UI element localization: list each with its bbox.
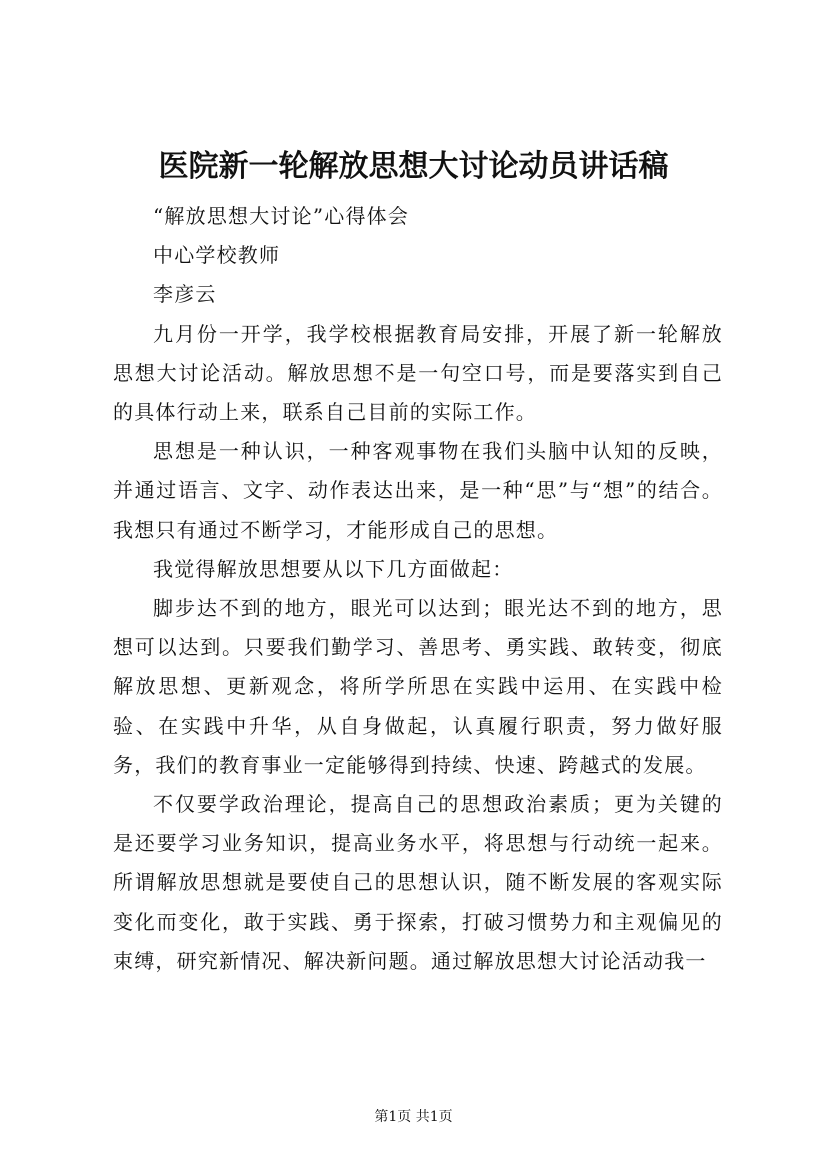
author: 李彦云 [153, 282, 217, 307]
paragraph-2: 思想是一种认识，一种客观事物在我们头脑中认知的反映，并通过语言、文字、动作表达出来，是一种“思”与“想”的结合。我想只有通过不断学习，才能形成自己的思想。 [113, 439, 723, 542]
organization: 中心学校教师 [153, 243, 281, 268]
paragraph-4: 脚步达不到的地方，眼光可以达到；眼光达不到的地方，思想可以达到。只要我们勤学习、善思考、勇实践、敢转变，彻底解放思想、更新观念，将所学所思在实践中运用、在实践中检验、在实践中升华，从自身做起，认真履行职责，努力做好服务，我们的教育事业一定能够得到持续、快速、跨越式的发展。 [113, 596, 723, 777]
subtitle: “解放思想大讨论”心得体会 [153, 204, 410, 228]
paragraph-3: 我觉得解放思想要从以下几方面做起： [153, 556, 514, 581]
document-title: 医院新一轮解放思想大讨论动员讲话稿 [158, 149, 669, 184]
page-footer: 第1页 共1页 [374, 1109, 453, 1125]
paragraph-5: 不仅要学政治理论，提高自己的思想政治素质；更为关键的是还要学习业务知识，提高业务水平，将思想与行动统一起来。所谓解放思想就是要使自己的思想认识，随不断发展的客观实际变化而变化，敢于实践、勇于探索，打破习惯势力和主观偏见的束缚，研究新情况、解决新问题。通过解放思想大讨论活动我一 [113, 792, 723, 973]
document-body [113, 197, 723, 981]
paragraph-1: 九月份一开学，我学校根据教育局安排，开展了新一轮解放思想大讨论活动。解放思想不是一句空口号，而是要落实到自己的具体行动上来，联系自己目前的实际工作。 [113, 321, 723, 425]
